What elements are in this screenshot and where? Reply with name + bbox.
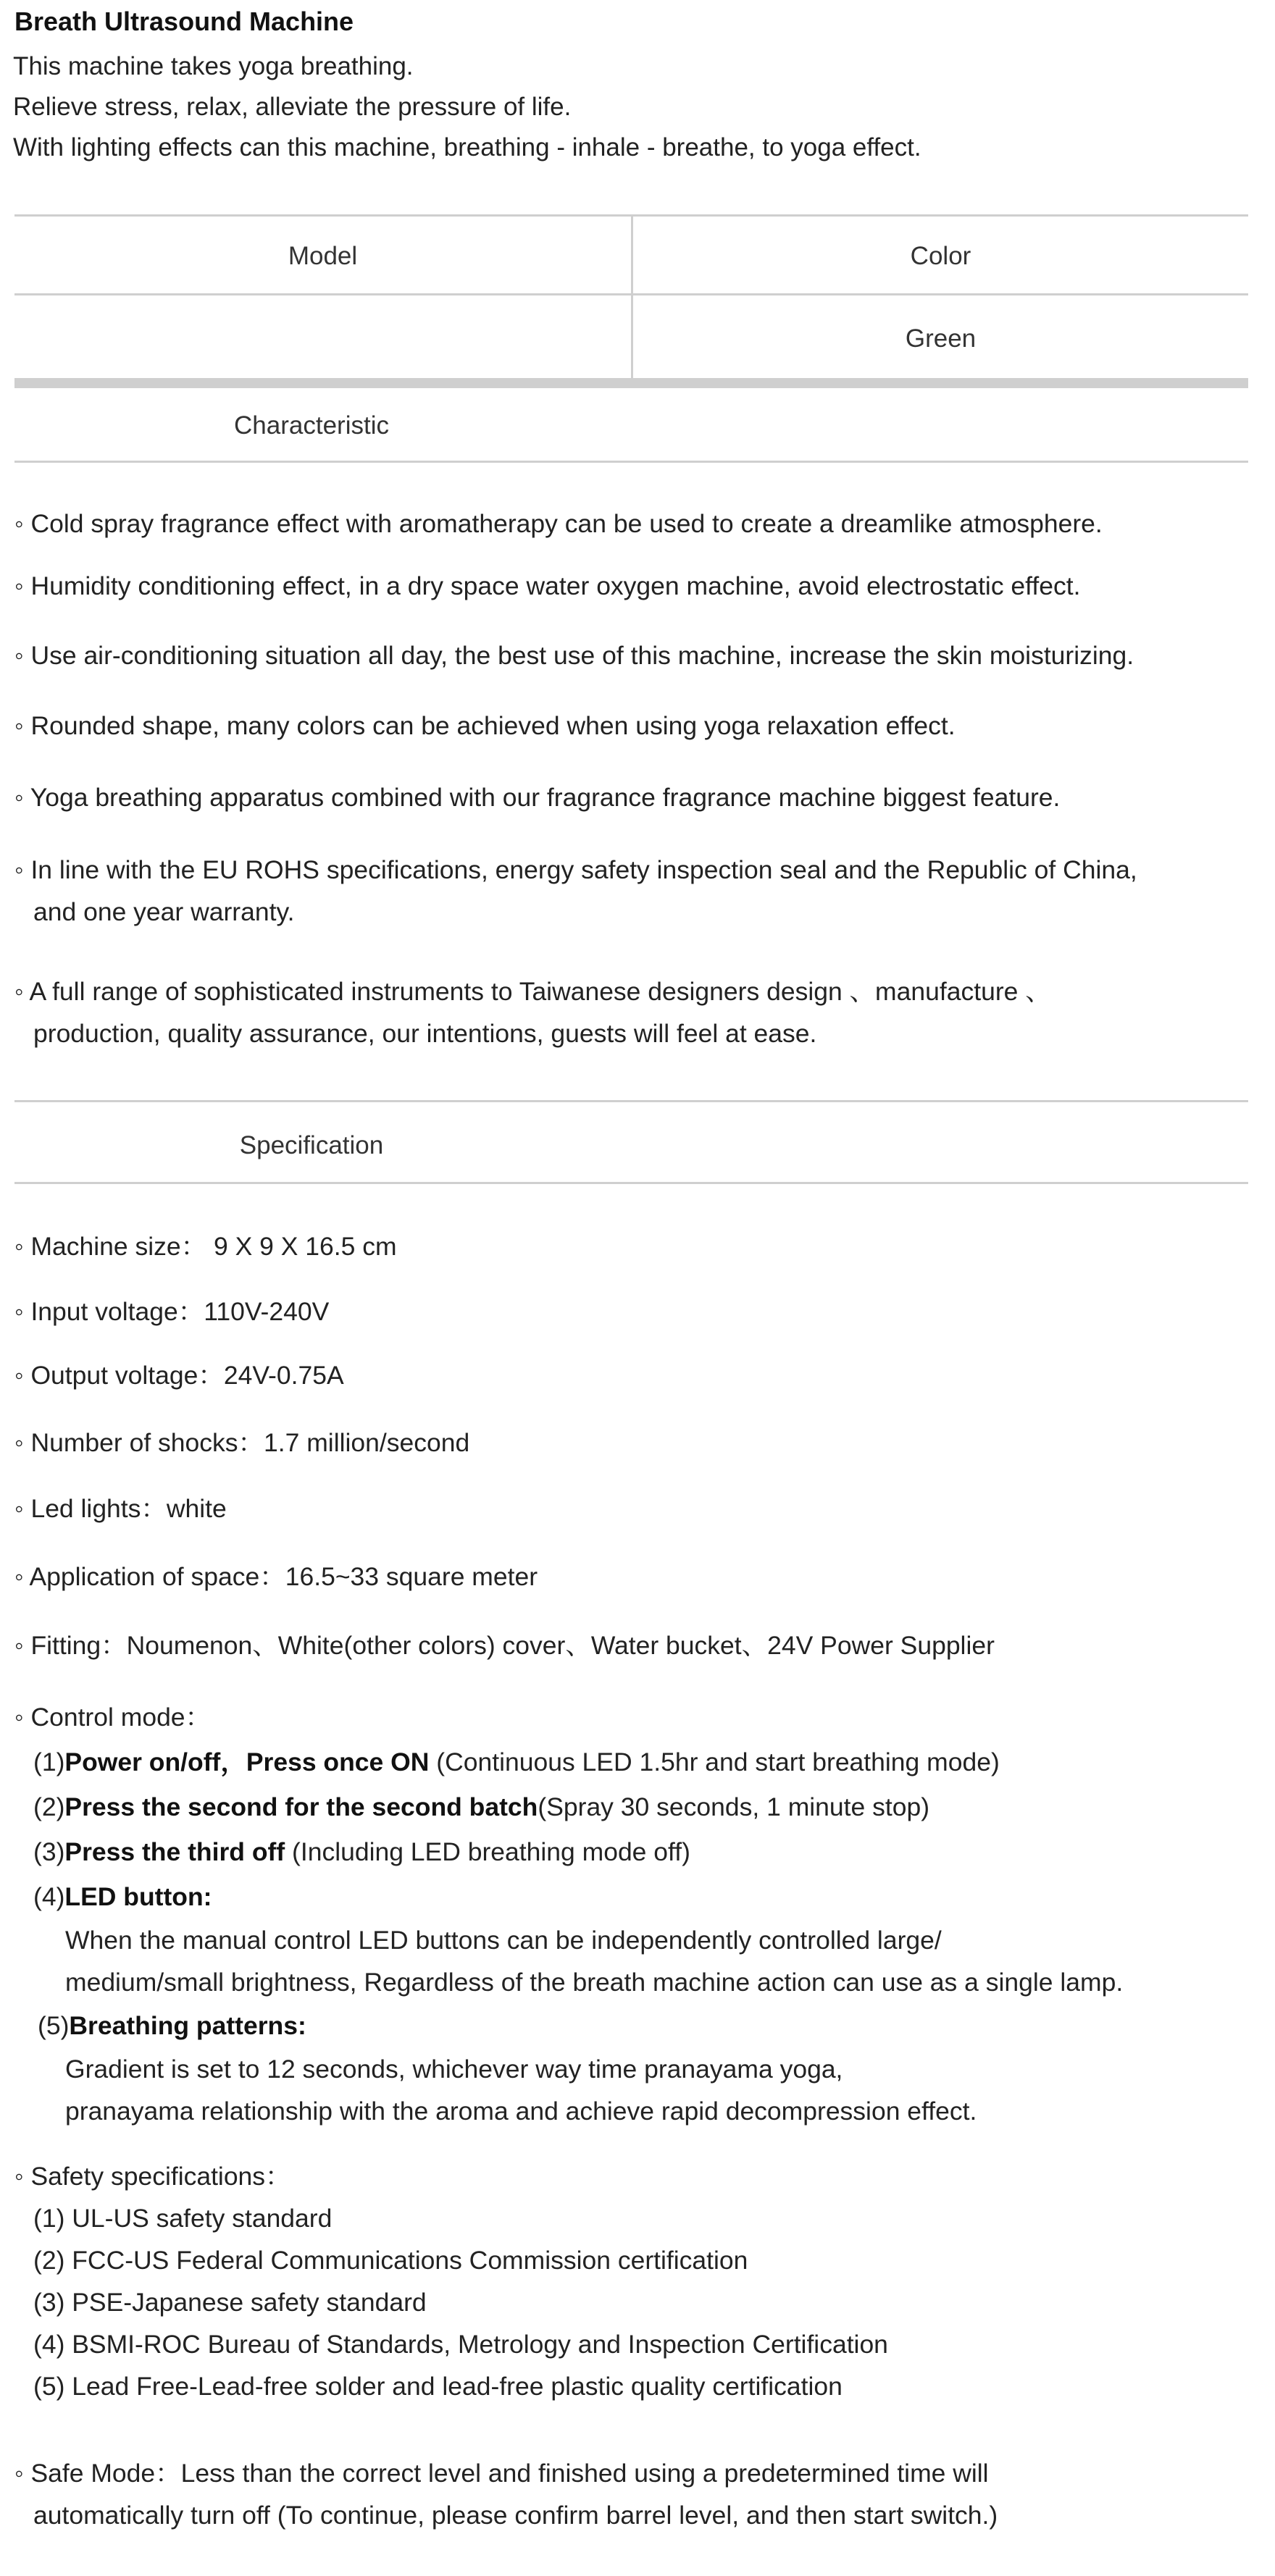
characteristic-line: ◦ A full range of sophisticated instruments to Taiwanese designers design 、manufacture 、	[14, 977, 1051, 1006]
table-header-color: Color	[910, 242, 971, 270]
item-detail: (Continuous LED 1.5hr and start breathing mode)	[429, 1748, 1000, 1776]
characteristic-item	[14, 849, 1137, 933]
intro-line: With lighting effects can this machine, breathing - inhale - breathe, to yoga effect.	[13, 133, 921, 161]
spec-item: ◦ Output voltage：24V-0.75A	[14, 1361, 344, 1390]
spec-item: ◦ Number of shocks：1.7 million/second	[14, 1428, 470, 1457]
control-mode-item	[14, 1784, 1123, 1829]
characteristic-item: ◦ Rounded shape, many colors can be achieved when using yoga relaxation effect.	[14, 711, 956, 740]
characteristic-heading: Characteristic	[234, 411, 389, 440]
characteristic-item: ◦ Use air-conditioning situation all day, the best use of this machine, increase the skin moisturizing.	[14, 641, 1134, 670]
safety-heading: ◦ Safety specifications：	[14, 2162, 291, 2191]
characteristic-divider	[14, 461, 1248, 463]
item-emphasis: Press the second for the second batch	[64, 1792, 538, 1821]
control-mode-item	[14, 2003, 1123, 2048]
safe-mode-line: automatically turn off (To continue, please confirm barrel level, and then start switch.)	[33, 2501, 998, 2530]
item-emphasis: LED button:	[64, 1882, 212, 1911]
specification-divider	[14, 1182, 1248, 1184]
item-detail: (Including LED breathing mode off)	[285, 1837, 690, 1866]
safety-item: (4) BSMI-ROC Bureau of Standards, Metrology and Inspection Certification	[33, 2330, 888, 2359]
table-cell-color: Green	[905, 324, 977, 353]
control-mode-detail: When the manual control LED buttons can be independently controlled large/	[65, 1926, 942, 1955]
item-detail: (Spray 30 seconds, 1 minute stop)	[538, 1792, 930, 1821]
characteristic-item: ◦ Humidity conditioning effect, in a dry space water oxygen machine, avoid electrostatic effect.	[14, 571, 1081, 600]
safety-item: (3) PSE-Japanese safety standard	[33, 2288, 427, 2317]
item-emphasis: Power on/off，Press once ON	[64, 1748, 430, 1776]
characteristic-item: ◦ Cold spray fragrance effect with aromatherapy can be used to create a dreamlike atmosphere.	[14, 509, 1103, 538]
page-title: Breath Ultrasound Machine	[14, 7, 354, 36]
characteristic-line: ◦ In line with the EU ROHS specifications, energy safety inspection seal and the Republic of China,	[14, 855, 1137, 884]
safety-item: (1) UL-US safety standard	[33, 2204, 333, 2233]
spec-item: ◦ Application of space：16.5~33 square meter	[14, 1562, 538, 1591]
control-mode-item	[14, 1829, 1123, 1874]
spec-item: ◦ Input voltage：110V-240V	[14, 1297, 330, 1326]
table-row-divider	[14, 293, 1248, 295]
spec-item: ◦ Fitting：Noumenon、White(other colors) cover、Water bucket、24V Power Supplier	[14, 1631, 995, 1660]
control-mode-detail: medium/small brightness, Regardless of the breath machine action can use as a single lamp.	[65, 1968, 1124, 1997]
intro-text	[13, 46, 921, 168]
safety-block	[14, 2155, 888, 2407]
control-mode-detail: Gradient is set to 12 seconds, whichever way time pranayama yoga,	[65, 2055, 843, 2084]
specification-heading: Specification	[239, 1131, 384, 1159]
item-number: (2)	[33, 1792, 65, 1821]
item-emphasis: Breathing patterns:	[69, 2011, 306, 2040]
item-number: (1)	[33, 1748, 65, 1776]
characteristic-line: production, quality assurance, our intentions, guests will feel at ease.	[33, 1019, 817, 1048]
table-bottom-border	[14, 378, 1248, 388]
characteristic-line: and one year warranty.	[33, 897, 295, 926]
item-number: (3)	[33, 1837, 65, 1866]
spec-item: ◦ Machine size： 9 X 9 X 16.5 cm	[14, 1232, 397, 1261]
table-header-model: Model	[288, 242, 358, 270]
control-mode-heading: ◦ Control mode：	[14, 1703, 212, 1732]
intro-line: This machine takes yoga breathing.	[13, 52, 414, 80]
safe-mode-line: ◦ Safe Mode：Less than the correct level and finished using a predetermined time will	[14, 2459, 989, 2488]
characteristic-item	[14, 970, 1051, 1054]
item-emphasis: Press the third off	[64, 1837, 285, 1866]
item-number: (5)	[38, 2011, 70, 2040]
safety-item: (2) FCC-US Federal Communications Commission certification	[33, 2246, 748, 2275]
table-column-divider	[631, 216, 633, 382]
intro-line: Relieve stress, relax, alleviate the pressure of life.	[13, 93, 572, 121]
spec-item: ◦ Led lights：white	[14, 1494, 227, 1523]
safe-mode-item	[14, 2452, 998, 2536]
control-mode-item	[14, 1740, 1123, 1784]
control-mode-detail: pranayama relationship with the aroma and achieve rapid decompression effect.	[65, 2097, 977, 2126]
specification-top-divider	[14, 1100, 1248, 1102]
control-mode-block	[14, 1695, 1123, 2132]
item-number: (4)	[33, 1882, 65, 1911]
characteristic-item: ◦ Yoga breathing apparatus combined with our fragrance fragrance machine biggest feature.	[14, 783, 1061, 812]
control-mode-item	[14, 1874, 1123, 1919]
safety-item: (5) Lead Free-Lead-free solder and lead-free plastic quality certification	[33, 2372, 843, 2401]
